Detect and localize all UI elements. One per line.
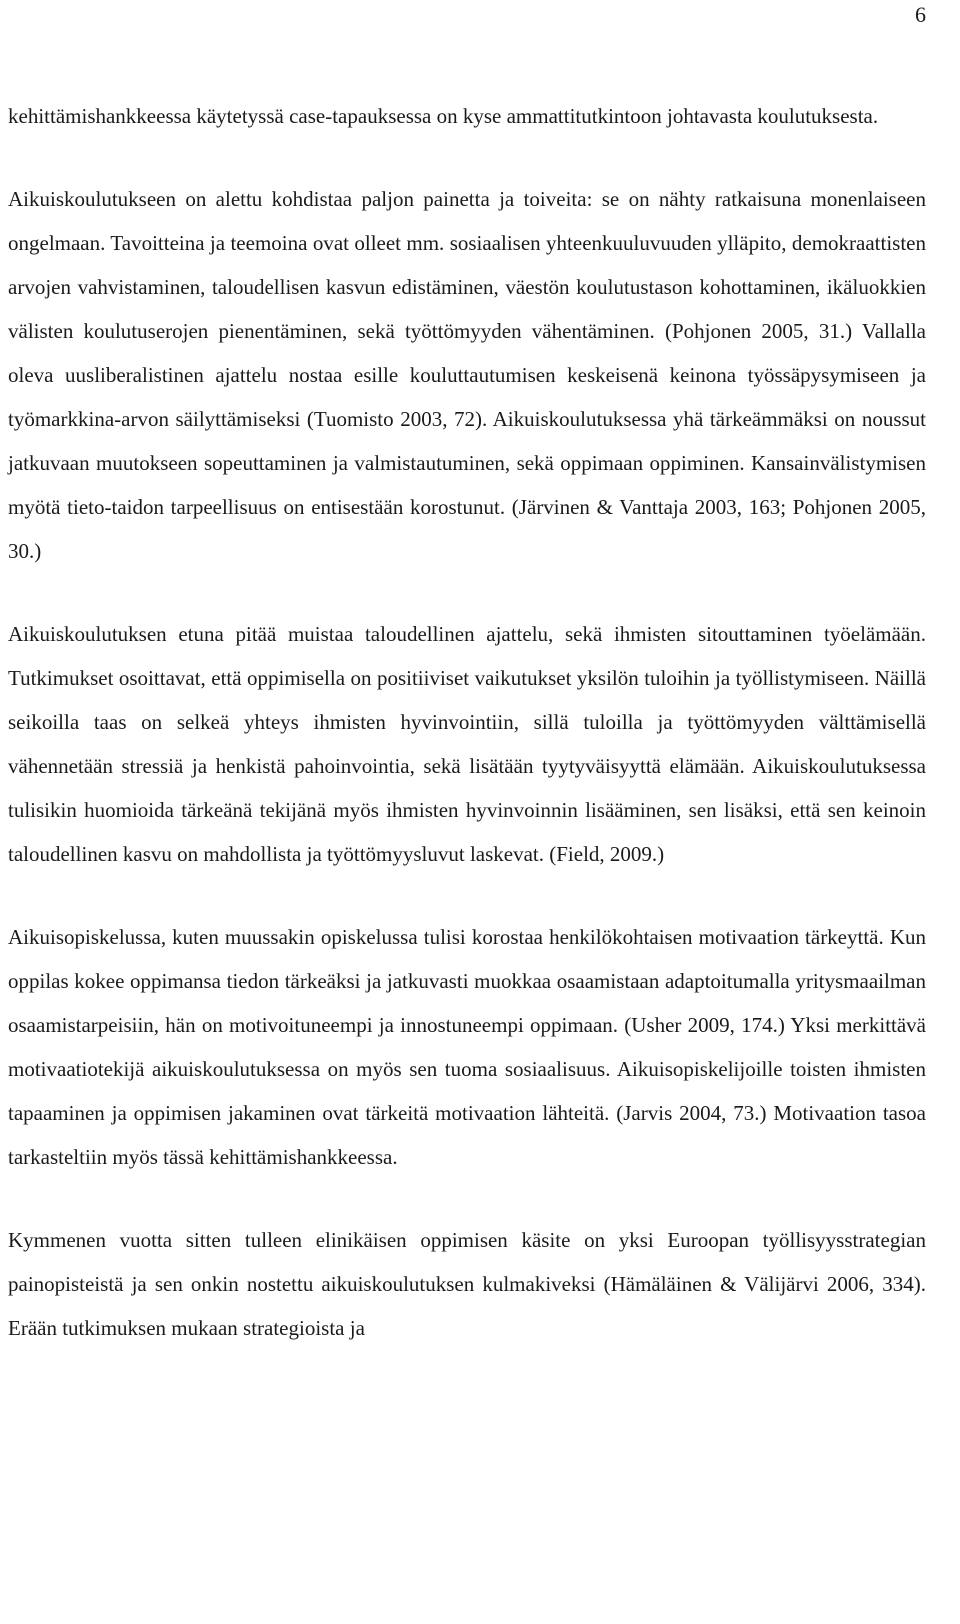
paragraph-gap	[8, 1179, 926, 1218]
page-number: 6	[915, 2, 926, 27]
paragraph-gap	[8, 573, 926, 612]
paragraph-2: Aikuiskoulutukseen on alettu kohdistaa paljon painetta ja toiveita: se on nähty ratkaisuna monenlaiseen ongelmaan. Tavoitteina ja teemoina ovat olleet mm. sosiaalisen yhteenkuuluvuuden ylläpito, demokraattisten arvojen vahvistaminen, taloudellisen kasvun edistäminen, väestön koulutustason kohottaminen, ikäluokkien välisten koulutuserojen pienentäminen, sekä työttömyyden vähentäminen. (Pohjonen 2005, 31.) Vallalla oleva uusliberalistinen ajattelu nostaa esille kouluttautumisen keskeisenä keinona työssäpysymiseen ja työmarkkina-arvon säilyttämiseksi (Tuomisto 2003, 72). Aikuiskoulutuksessa yhä tärkeämmäksi on noussut jatkuvaan muutokseen sopeuttaminen ja valmistautuminen, sekä oppimaan oppiminen. Kansainvälistymisen myötä tieto-taidon tarpeellisuus on entisestään korostunut. (Järvinen & Vanttaja 2003, 163; Pohjonen 2005, 30.)	[8, 187, 926, 563]
paragraph-3: Aikuiskoulutuksen etuna pitää muistaa taloudellinen ajattelu, sekä ihmisten sitouttaminen työelämään. Tutkimukset osoittavat, että oppimisella on positiiviset vaikutukset yksilön tuloihin ja työllistymiseen. Näillä seikoilla taas on selkeä yhteys ihmisten hyvinvointiin, sillä tuloilla ja työttömyyden välttämisellä vähennetään stressiä ja henkistä pahoinvointia, sekä lisätään tyytyväisyyttä elämään. Aikuiskoulutuksessa tulisikin huomioida tärkeänä tekijänä myös ihmisten hyvinvoinnin lisääminen, sen lisäksi, että sen keinoin taloudellinen kasvu on mahdollista ja työttömyysluvut laskevat. (Field, 2009.)	[8, 622, 926, 866]
document-body	[8, 94, 926, 1350]
paragraph-1: kehittämishankkeessa käytetyssä case-tapauksessa on kyse ammattitutkintoon johtavasta koulutuksesta.	[8, 104, 879, 128]
paragraph-5: Kymmenen vuotta sitten tulleen elinikäisen oppimisen käsite on yksi Euroopan työllisyysstrategian painopisteistä ja sen onkin nostettu aikuiskoulutuksen kulmakiveksi (Hämäläinen & Välijärvi 2006, 334). Erään tutkimuksen mukaan strategioista ja	[8, 1228, 926, 1340]
paragraph-gap	[8, 138, 926, 177]
paragraph-4: Aikuisopiskelussa, kuten muussakin opiskelussa tulisi korostaa henkilökohtaisen motivaation tärkeyttä. Kun oppilas kokee oppimansa tiedon tärkeäksi ja jatkuvasti muokkaa osaamistaan adaptoitumalla yritysmaailman osaamistarpeisiin, hän on motivoituneempi ja innostuneempi oppimaan. (Usher 2009, 174.) Yksi merkittävä motivaatiotekijä aikuiskoulutuksessa on myös sen tuoma sosiaalisuus. Aikuisopiskelijoille toisten ihmisten tapaaminen ja oppimisen jakaminen ovat tärkeitä motivaation lähteitä. (Jarvis 2004, 73.) Motivaation tasoa tarkasteltiin myös tässä kehittämishankkeessa.	[8, 925, 926, 1169]
paragraph-gap	[8, 876, 926, 915]
